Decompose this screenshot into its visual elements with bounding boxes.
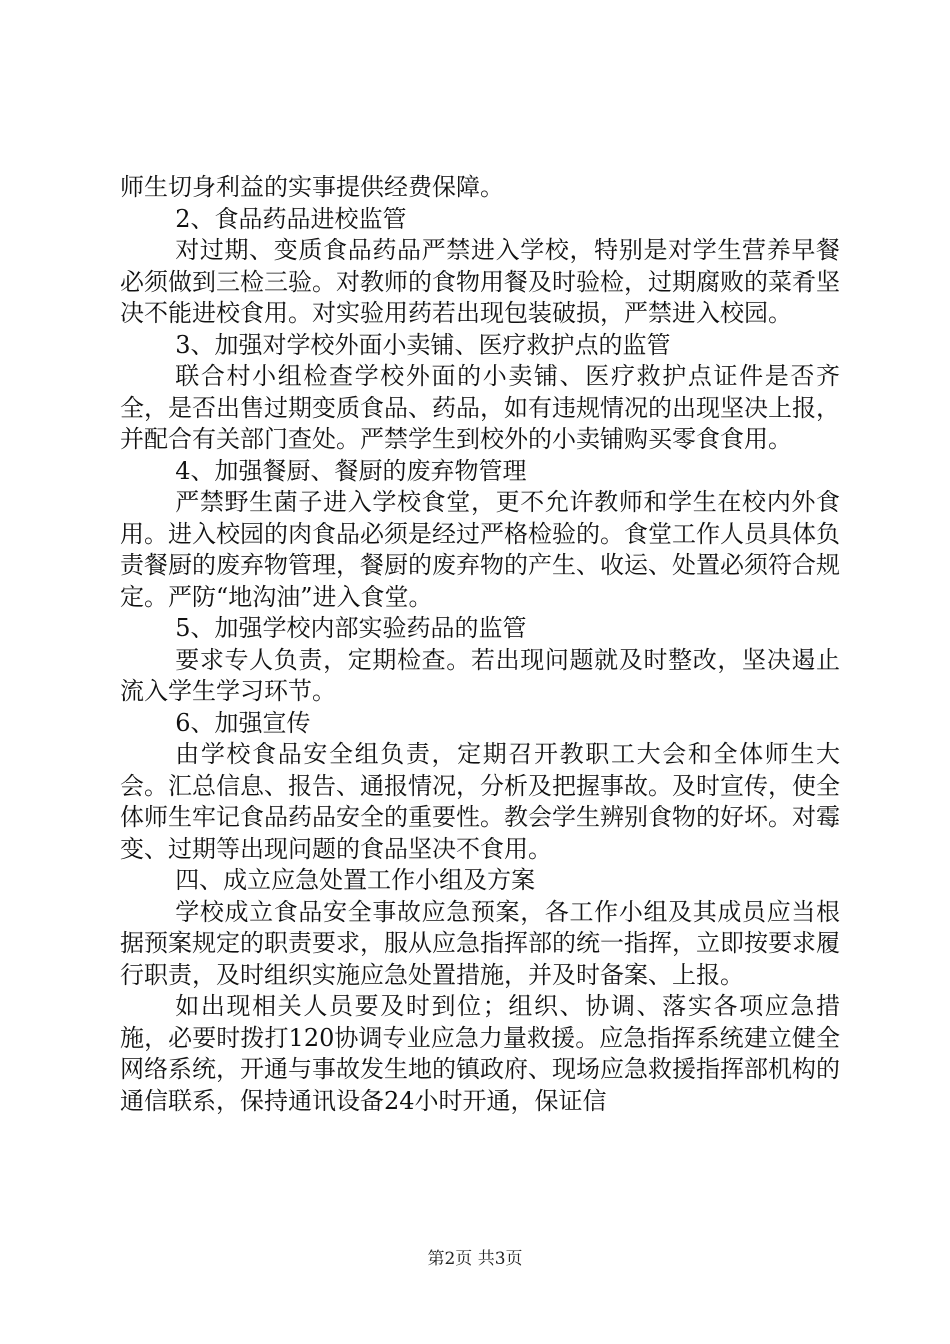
paragraph-13: 如出现相关人员要及时到位；组织、协调、落实各项应急措施，必要时拨打120协调专业应急力量救援。应急指挥系统建立健全网络系统，开通与事故发生地的镇政府、现场应急救援指挥部机构的通信联系，保持通讯设备24小时开通，保证信 — [120, 992, 840, 1115]
paragraph-4: 联合村小组检查学校外面的小卖铺、医疗救护点证件是否齐全，是否出售过期变质食品、药品，如有违规情况的出现坚决上报，并配合有关部门查处。严禁学生到校外的小卖铺购买零食食用。 — [120, 362, 840, 453]
document-body — [120, 172, 840, 1117]
paragraph-2: 对过期、变质食品药品严禁进入学校，特别是对学生营养早餐必须做到三检三验。对教师的食物用餐及时验检，过期腐败的菜肴坚决不能进校食用。对实验用药若出现包装破损，严禁进入校园。 — [120, 236, 840, 327]
paragraph-6: 严禁野生菌子进入学校食堂，更不允许教师和学生在校内外食用。进入校园的肉食品必须是经过严格检验的。食堂工作人员具体负责餐厨的废弃物管理，餐厨的废弃物的产生、收运、处置必须符合规定。严防“地沟油”进入食堂。 — [120, 488, 840, 611]
section-heading-4: 四、成立应急处置工作小组及方案 — [175, 866, 536, 894]
heading-6: 6、加强宣传 — [175, 708, 311, 737]
page-number-footer: 第2页 共3页 — [427, 1249, 523, 1269]
paragraph-12: 学校成立食品安全事故应急预案，各工作小组及其成员应当根据预案规定的职责要求，服从应急指挥部的统一指挥，立即按要求履行职责，及时组织实施应急处置措施，并及时备案、上报。 — [120, 897, 840, 989]
heading-3: 3、加强对学校外面小卖铺、医疗救护点的监管 — [175, 330, 671, 359]
heading-5: 5、加强学校内部实验药品的监管 — [175, 614, 527, 642]
paragraph-0: 师生切身利益的实事提供经费保障。 — [120, 173, 504, 201]
heading-4: 4、加强餐厨、餐厨的废弃物管理 — [175, 456, 527, 485]
paragraph-10: 由学校食品安全组负责，定期召开教职工大会和全体师生大会。汇总信息、报告、通报情况，分析及把握事故。及时宣传，使全体师生牢记食品药品安全的重要性。教会学生辨别食物的好坏。对霉变、过期等出现问题的食品坚决不食用。 — [120, 740, 840, 863]
paragraph-8: 要求专人负责，定期检查。若出现问题就及时整改，坚决遏止流入学生学习环节。 — [120, 645, 840, 705]
heading-2: 2、食品药品进校监管 — [175, 204, 407, 233]
